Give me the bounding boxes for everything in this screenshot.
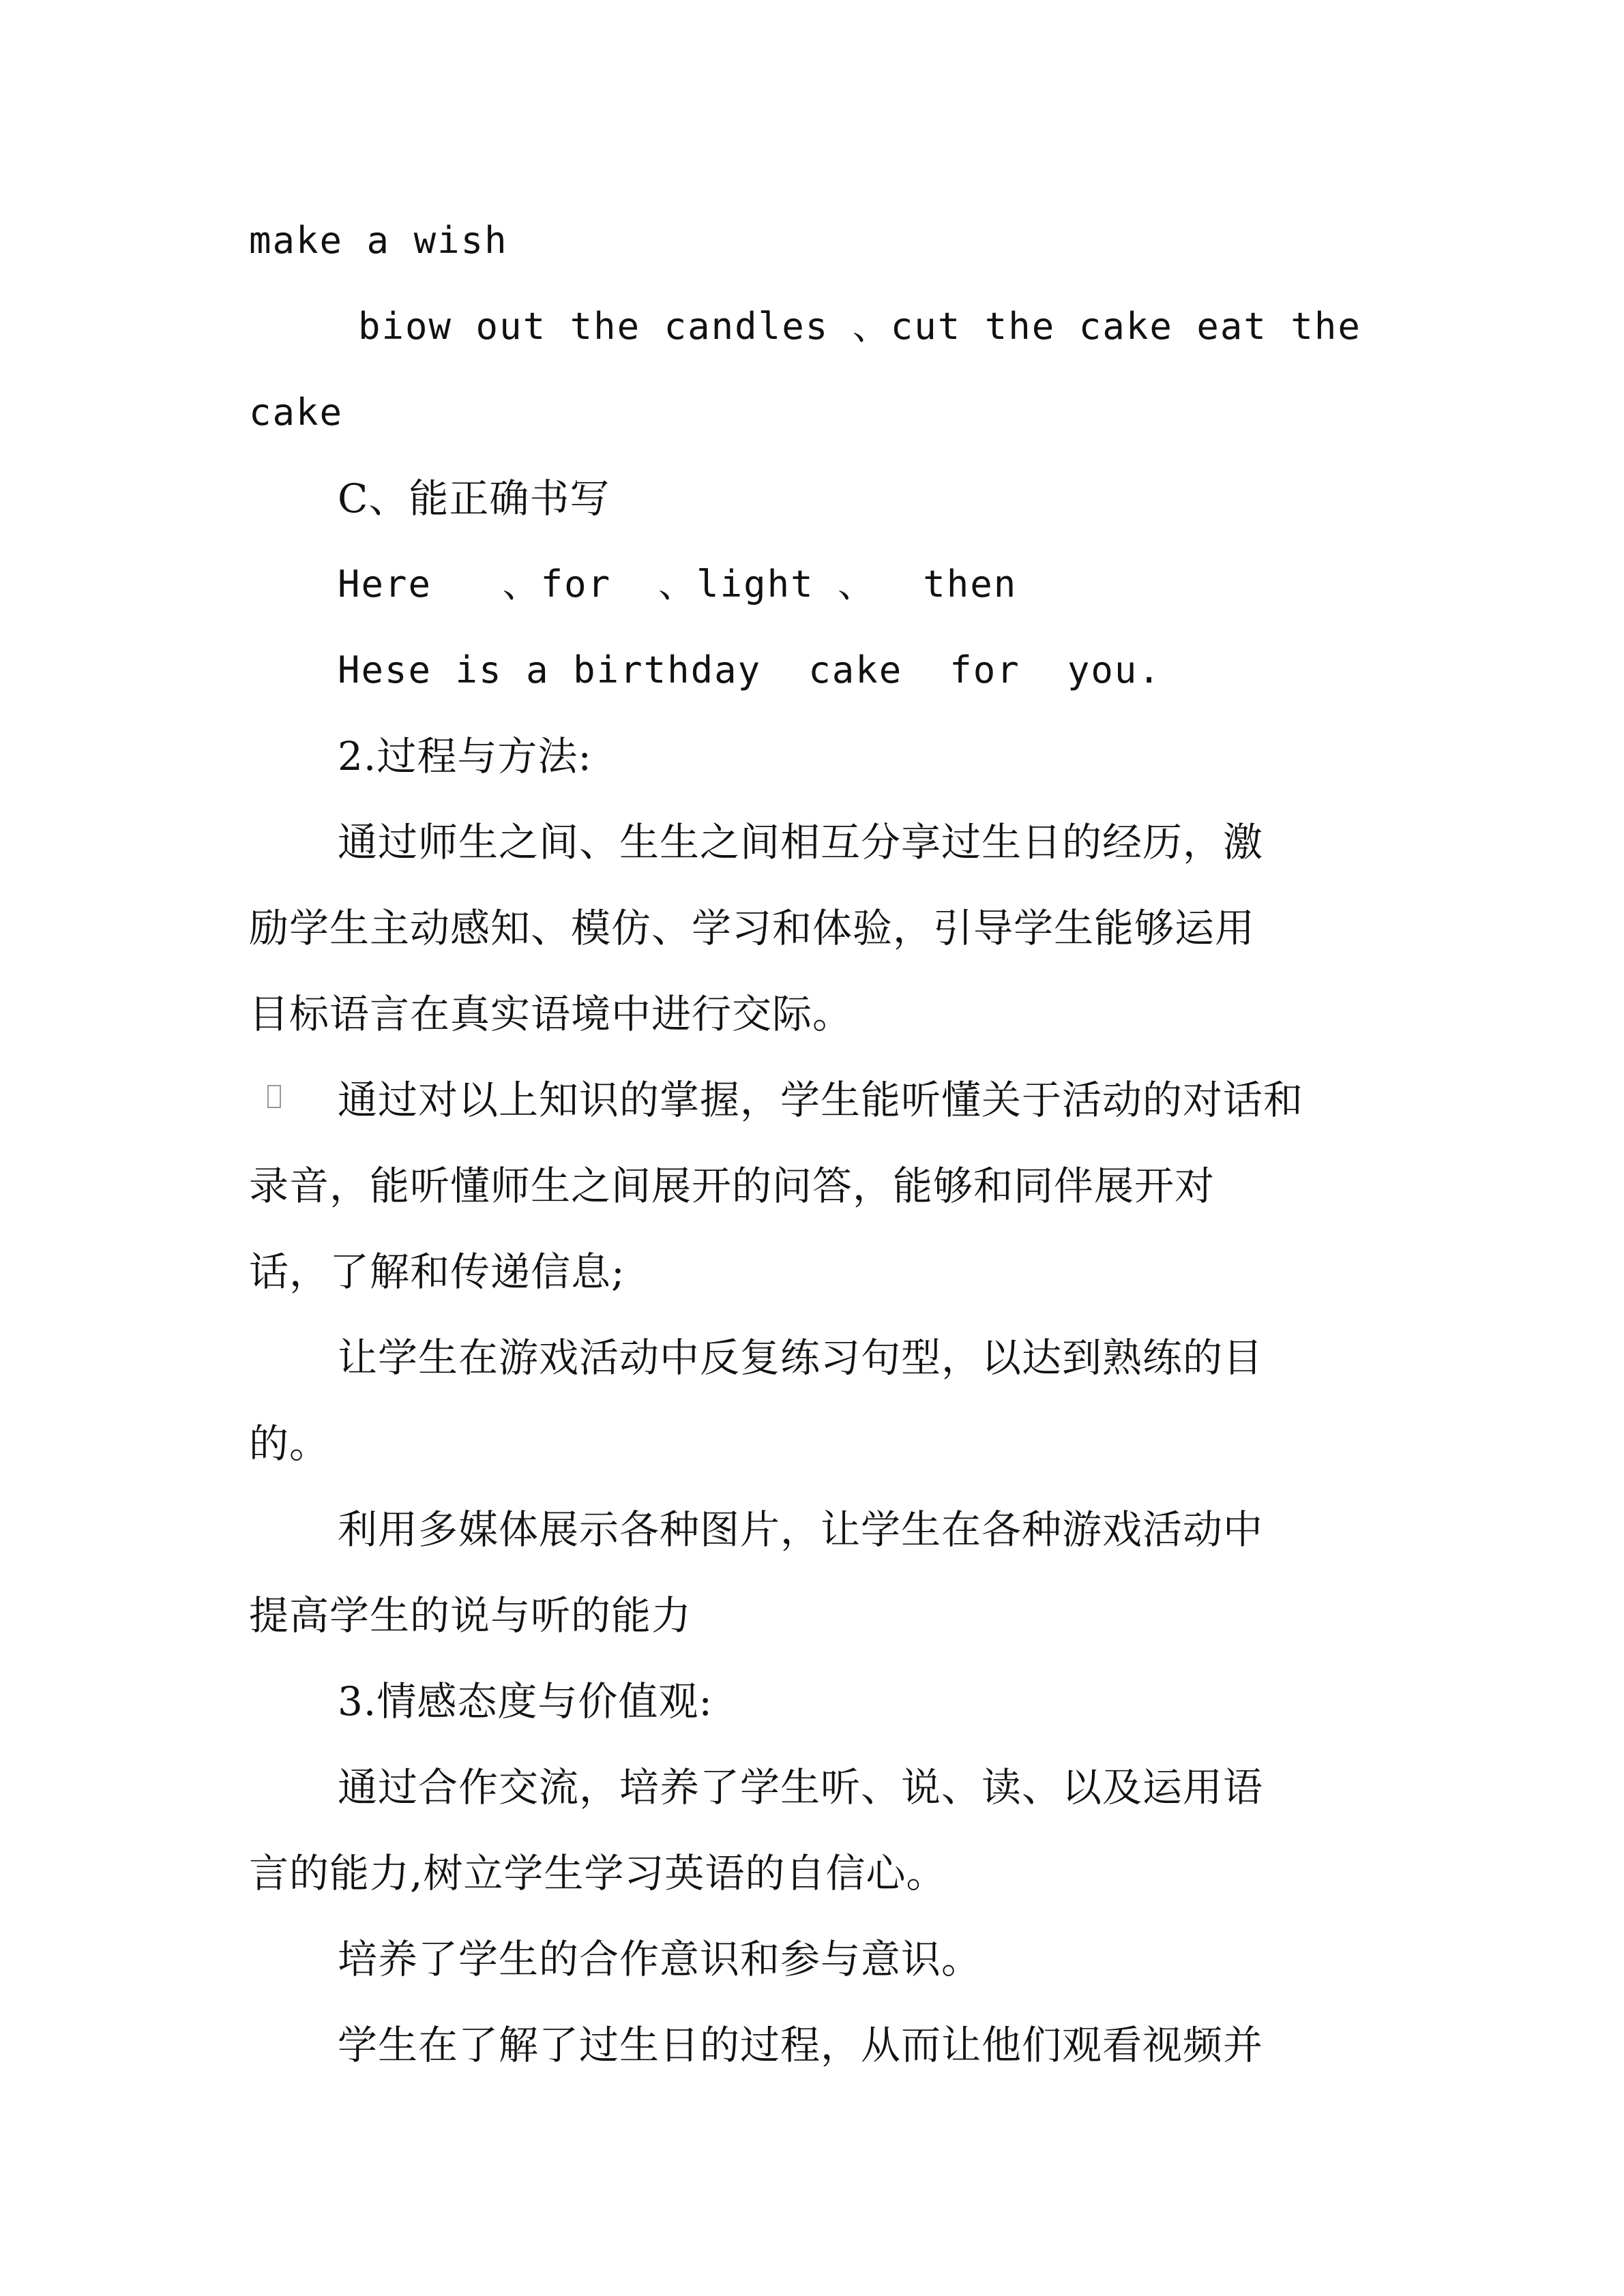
paragraph-line: 话，了解和传递信息; <box>249 1249 625 1295</box>
paragraph-line: 目标语言在真实语境中进行交际。 <box>249 991 853 1037</box>
section-heading: C、能正确书写 <box>338 475 610 522</box>
missing-glyph-box <box>267 1085 281 1108</box>
paragraph-line: 通过合作交流，培养了学生听、说、读、以及运用语 <box>338 1764 1264 1810</box>
paragraph-line: 的。 <box>249 1420 330 1467</box>
paragraph-line: 学生在了解了过生日的过程，从而让他们观看视频并 <box>338 2022 1264 2068</box>
text-line: Hese is a birthday cake for you. <box>338 648 1162 691</box>
text-line: make a wish <box>249 219 508 262</box>
section-heading: 3.情感态度与价值观: <box>338 1678 713 1725</box>
text-line: Here 、for 、light 、 then <box>338 563 1018 606</box>
paragraph-line: 利用多媒体展示各种图片，让学生在各种游戏活动中 <box>338 1506 1264 1553</box>
paragraph-line: 通过对以上知识的掌握，学生能听懂关于活动的对话和 <box>338 1077 1304 1123</box>
text-line: cake <box>249 391 344 434</box>
paragraph-line: 言的能力,树立学生学习英语的自信心。 <box>249 1850 947 1896</box>
paragraph-line: 提高学生的说与听的能力 <box>249 1592 692 1639</box>
section-heading: 2.过程与方法: <box>338 733 592 779</box>
paragraph-line: 让学生在游戏活动中反复练习句型，以达到熟练的目 <box>338 1335 1264 1381</box>
paragraph-line: 通过师生之间、生生之间相互分享过生日的经历，激 <box>338 819 1264 865</box>
paragraph-line: 录音，能听懂师生之间展开的问答，能够和同伴展开对 <box>249 1163 1215 1209</box>
text-line: biow out the candles 、cut the cake eat the <box>358 305 1361 348</box>
paragraph-line: 培养了学生的合作意识和参与意识。 <box>338 1936 982 1982</box>
paragraph-line: 励学生主动感知、模仿、学习和体验，引导学生能够运用 <box>249 905 1256 951</box>
